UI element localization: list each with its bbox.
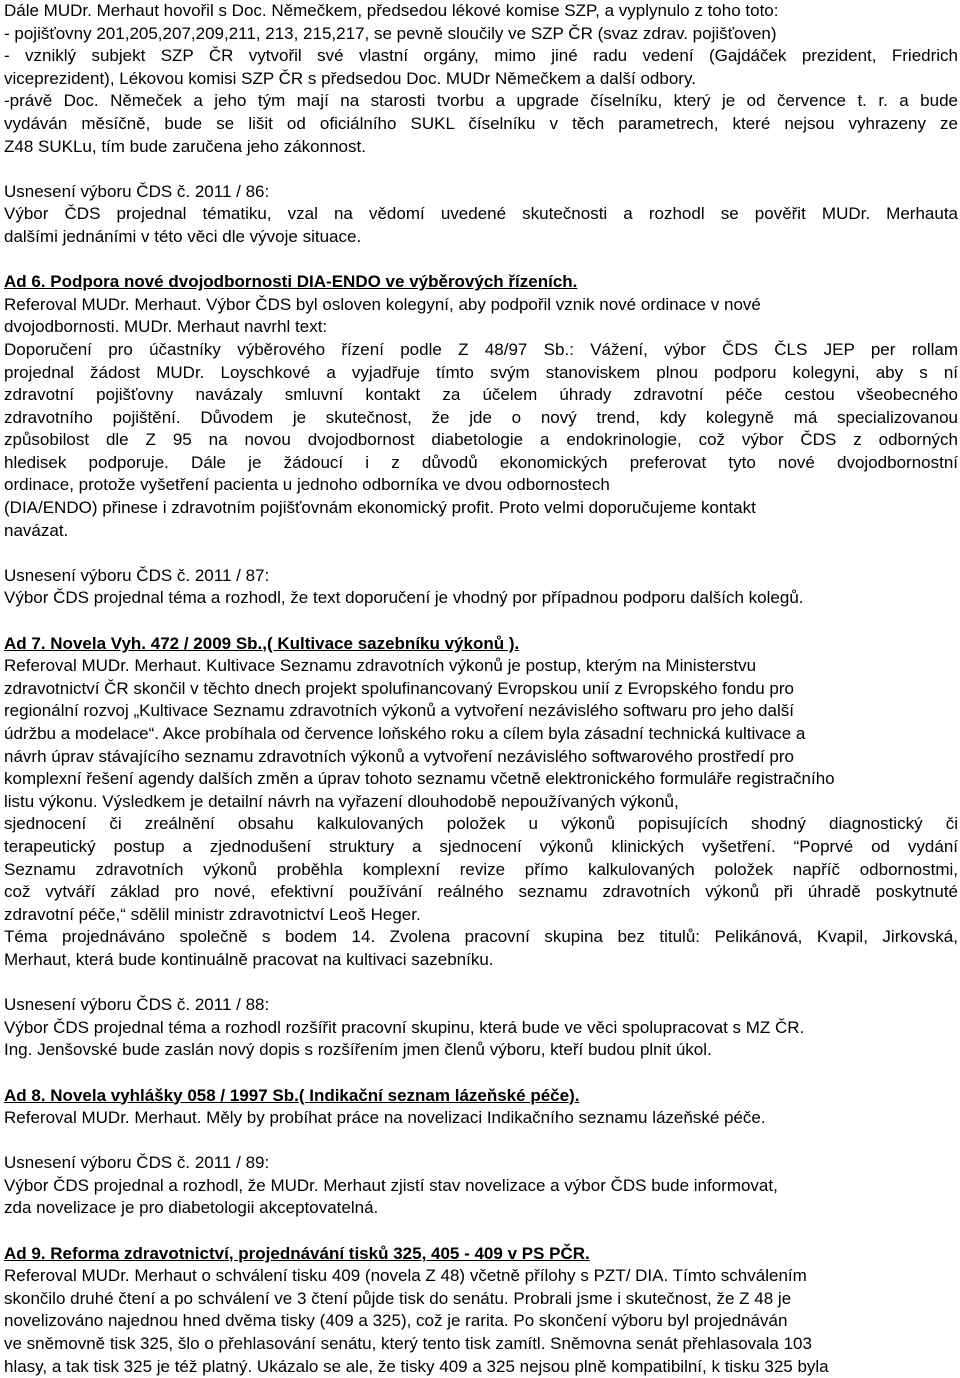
text-line: Referoval MUDr. Merhaut. Výbor ČDS byl osloven kolegyní, aby podpořil vznik nové ordinace v nové bbox=[4, 294, 761, 314]
text-line: Seznamu zdravotních výkonů proběhla komplexní revize přímo kalkulovaných položek napříč odbornostmi, bbox=[4, 859, 958, 879]
text-line: komplexní řešení agendy dalších změn a úprav tohoto seznamu včetně elektronického formuláře registračního bbox=[4, 769, 835, 789]
text-line: Referoval MUDr. Merhaut. Kultivace Seznamu zdravotních výkonů je postup, kterým na Ministerstvu bbox=[4, 656, 757, 676]
text-line: Referoval MUDr. Merhaut o schválení tisku 409 (novela Z 48) včetně přílohy s PZT/ DIA. Tímto schválením bbox=[4, 1266, 807, 1286]
spacer bbox=[4, 1062, 958, 1085]
spacer bbox=[4, 610, 958, 633]
spacer bbox=[4, 972, 958, 995]
text-line: ve sněmovně tisk 325, šlo o přehlasování senátu, který tento tisk zamítl. Sněmovna senát přehlasovala 103 bbox=[4, 1334, 812, 1354]
spacer bbox=[4, 249, 958, 272]
text-line: projednal žádost MUDr. Loyschkové a vyjadřuje tímto svým stanoviskem plnou podporu kolegyni, aby s ní bbox=[4, 362, 958, 382]
text-line: zdravotní péče,“ sdělil ministr zdravotnictví Leoš Heger. bbox=[4, 904, 421, 924]
text-line: Doporučení pro účastníky výběrového řízení podle Z 48/97 Sb.: Vážení, výbor ČDS ČLS JEP per rollam bbox=[4, 339, 958, 359]
text-line: Z48 SUKLu, tím bude zaručena jeho zákonnost. bbox=[4, 136, 366, 156]
text-line: Výbor ČDS projednal téma a rozhodl, že text doporučení je vhodný por případnou podporu dalších kolegů. bbox=[4, 588, 804, 608]
text-line: Ing. Jenšovské bude zaslán nový dopis s rozšířením jmen členů výboru, kteří budou plnit úkol. bbox=[4, 1040, 712, 1060]
document-page bbox=[4, 0, 958, 1378]
spacer bbox=[4, 542, 958, 565]
text-line: Merhaut, která bude kontinuálně pracovat na kultivaci sazebníku. bbox=[4, 949, 494, 969]
section-heading: Ad 8. Novela vyhlášky 058 / 1997 Sb.( Indikační seznam lázeňské péče). bbox=[4, 1085, 580, 1105]
resolution-heading: Usnesení výboru ČDS č. 2011 / 87: bbox=[4, 565, 270, 585]
spacer bbox=[4, 1220, 958, 1243]
text-line: dalšími jednáními v této věci dle vývoje situace. bbox=[4, 226, 362, 246]
text-line: což vytváří základ pro nové, efektivní používání reálného seznamu zdravotních výkonů při úhradě poskytnuté bbox=[4, 882, 958, 902]
text-line: dvojodbornosti. MUDr. Merhaut navrhl text: bbox=[4, 317, 328, 337]
text-line: vydáván měsíčně, bude se lišit od oficiálního SUKL číselníku v těch parametrech, které nejsou vyhrazeny ze bbox=[4, 113, 958, 133]
text-line: Téma projednáváno společně s bodem 14. Zvolena pracovní skupina bez titulů: Pelikánová, Kvapil, Jirkovská, bbox=[4, 927, 958, 947]
text-line: hlasy, a tak tisk 325 je též platný. Ukázalo se ale, že tisky 409 a 325 nejsou plně kompatibilní, k tisku 325 byla bbox=[4, 1356, 829, 1376]
section-heading: Ad 7. Novela Vyh. 472 / 2009 Sb.,( Kultivace sazebníku výkonů ). bbox=[4, 633, 520, 653]
text-line: ordinace, protože vyšetření pacienta u jednoho odborníka ve dvou odbornostech bbox=[4, 475, 610, 495]
text-line: listu výkonu. Výsledkem je detailní návrh na vyřazení dlouhodobě nepoužívaných výkonů, bbox=[4, 791, 679, 811]
text-line: hledisek podporuje. Dále je žádoucí i z důvodů ekonomických preferovat tyto nové dvojodbornostní bbox=[4, 452, 958, 472]
text-line: terapeutický postup a zjednodušení struktury a sjednocení výkonů klinických vyšetření. “Poprvé od vydání bbox=[4, 836, 958, 856]
text-line: návrh úprav stávajícího seznamu zdravotních výkonů a vytvoření nezávislého softwarového prostředí pro bbox=[4, 746, 794, 766]
text-line: - pojišťovny 201,205,207,209,211, 213, 215,217, se pevně sloučily ve SZP ČR (svaz zdrav. pojišťoven) bbox=[4, 23, 777, 43]
spacer bbox=[4, 1130, 958, 1153]
text-line: Referoval MUDr. Merhaut. Měly by probíhat práce na novelizaci Indikačního seznamu lázeňské péče. bbox=[4, 1108, 766, 1128]
resolution-heading: Usnesení výboru ČDS č. 2011 / 86: bbox=[4, 181, 270, 201]
text-line: sjednocení či zreálnění obsahu kalkulovaných položek u výkonů popisujících shodný diagnostický či bbox=[4, 814, 958, 834]
text-line: zdravotnictví ČR skončil v těchto dnech projekt spolufinancovaný Evropskou unií z Evropského fondu pro bbox=[4, 678, 794, 698]
text-line: viceprezident), Lékovou komisi SZP ČR s předsedou Doc. MUDr Němečkem a další odbory. bbox=[4, 68, 696, 88]
text-line: Výbor ČDS projednal tématiku, vzal na vědomí uvedené skutečnosti a rozhodl se pověřit MUDr. Merhauta bbox=[4, 204, 958, 224]
text-line: zda novelizace je pro diabetologii akceptovatelná. bbox=[4, 1198, 379, 1218]
text-line: Dále MUDr. Merhaut hovořil s Doc. Němečkem, předsedou lékové komise SZP, a vyplynulo z toho toto: bbox=[4, 1, 779, 20]
text-line: -právě Doc. Němeček a jeho tým mají na starosti tvorbu a upgrade číselníku, který je od července t. r. a bude bbox=[4, 91, 958, 111]
spacer bbox=[4, 158, 958, 181]
text-line: regionální rozvoj „Kultivace Seznamu zdravotních výkonů a vytvoření nezávislého softwaru pro jeho další bbox=[4, 701, 794, 721]
text-line: Výbor ČDS projednal téma a rozhodl rozšířit pracovní skupinu, která bude ve věci spolupracovat s MZ ČR. bbox=[4, 1017, 805, 1037]
text-line: navázat. bbox=[4, 520, 69, 540]
text-line: Výbor ČDS projednal a rozhodl, že MUDr. Merhaut zjistí stav novelizace a výbor ČDS bude informovat, bbox=[4, 1175, 778, 1195]
text-line: způsobilost dle Z 95 na novou dvojodbornost diabetologie a endokrinologie, což výbor ČDS z odborných bbox=[4, 430, 958, 450]
section-heading: Ad 9. Reforma zdravotnictví, projednávání tisků 325, 405 - 409 v PS PČR. bbox=[4, 1243, 590, 1263]
text-line: zdravotní pojišťovny navázaly smluvní kontakt za účelem úhrady zdravotní péče cestou všeobecného bbox=[4, 385, 958, 405]
text-line: novelizováno najednou hned dvěma tisky (409 a 325), což je rarita. Po skončení výboru byl projednáván bbox=[4, 1311, 788, 1331]
resolution-heading: Usnesení výboru ČDS č. 2011 / 88: bbox=[4, 995, 270, 1015]
text-line: údržbu a modelace“. Akce probíhala od července loňského roku a cílem byla zásadní technická kultivace a bbox=[4, 724, 806, 743]
text-line: skončilo druhé čtení a po schválení ve 3 čtení půjde tisk do senátu. Probrali jsme i skutečnost, že Z 48 je bbox=[4, 1288, 792, 1308]
resolution-heading: Usnesení výboru ČDS č. 2011 / 89: bbox=[4, 1153, 270, 1173]
text-line: (DIA/ENDO) přinese i zdravotním pojišťovnám ekonomický profit. Proto velmi doporučujeme kontakt bbox=[4, 498, 756, 518]
text-line: zdravotního pojištění. Důvodem je skutečnost, že jde o nový trend, kdy kolegyně má specializovanou bbox=[4, 407, 958, 427]
text-line: - vzniklý subjekt SZP ČR vytvořil své vlastní orgány, mimo jiné radu vedení (Gajdáček prezident, Friedrich bbox=[4, 46, 958, 66]
section-heading: Ad 6. Podpora nové dvojodbornosti DIA-ENDO ve výběrových řízeních. bbox=[4, 272, 578, 292]
